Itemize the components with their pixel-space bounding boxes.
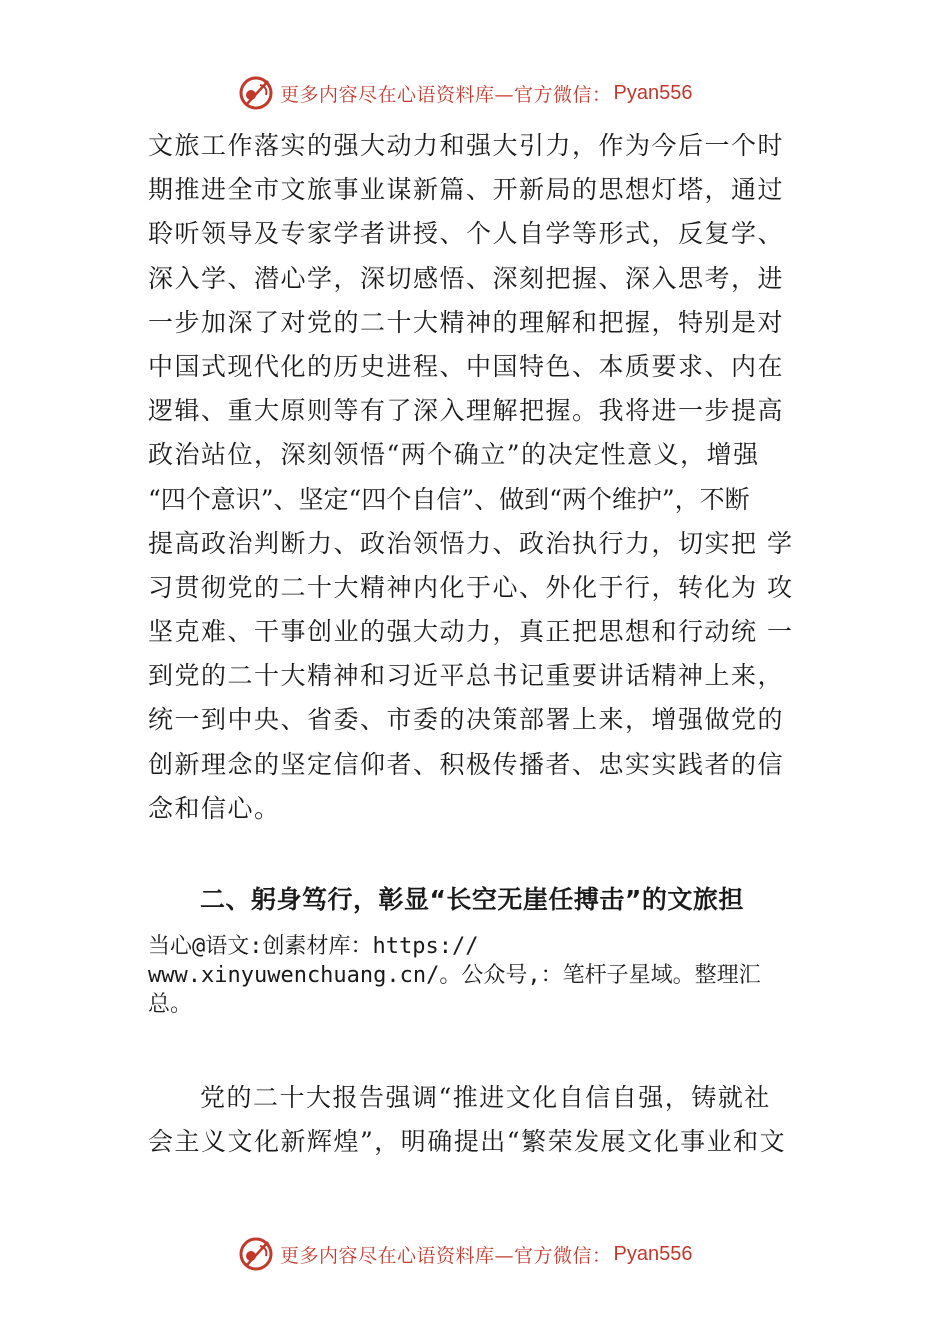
text-line: 中国式现代化的历史进程、中国特色、本质要求、内在: [148, 351, 785, 381]
text-line: 一步加深了对党的二十大精神的理解和把握，特别是对: [148, 307, 785, 337]
text-line: 党的二十大报告强调“推进文化自信自强，铸就社: [200, 1083, 771, 1112]
text-line: 政治站位，深刻领悟“两个确立”的决定性意义，增强: [148, 440, 760, 470]
banner-text: 更多内容尽在心语资料库—官方微信：: [280, 1244, 612, 1267]
text-line: 会主义文化新辉煌”，明确提出“繁荣发展文化事业和文: [148, 1127, 787, 1156]
banner-text: 更多内容尽在心语资料库—官方微信：: [280, 83, 612, 106]
text-line: 逻辑、重大原则等有了深入理解把握。我将进一步提高: [148, 396, 785, 426]
text-line: 统一到中央、省委、市委的决策部署上来，增强做党的: [148, 705, 785, 735]
text-line: “四个意识”、坚定“四个自信”、做到“两个维护”，不断: [148, 484, 750, 514]
source-note-line: www.xinyuwenchuang.cn/。公众号,：笔杆子星域。整理汇: [148, 963, 761, 988]
text-line: 习贯彻党的二十大精神内化于心、外化于行，转化为 攻: [148, 572, 794, 602]
paragraph-2: [148, 1076, 848, 1164]
source-note: [148, 932, 848, 1019]
source-note-line: 当心@语文:创素材库：https://: [148, 934, 479, 959]
text-line: 提高政治判断力、政治领悟力、政治执行力，切实把 学: [148, 528, 794, 558]
banner-wechat-id: Pyan556: [613, 1242, 693, 1265]
text-line: 深入学、潜心学，深切感悟、深刻把握、深入思考，进: [148, 263, 785, 293]
text-line: 到党的二十大精神和习近平总书记重要讲话精神上来，: [148, 661, 785, 691]
text-line: 坚克难、干事创业的强大动力，真正把思想和行动统 一: [148, 617, 794, 647]
quill-logo-icon: [238, 1236, 274, 1272]
footer-watermark-banner: [238, 1234, 758, 1274]
text-line: 期推进全市文旅事业谋新篇、开新局的思想灯塔，通过: [148, 175, 785, 205]
text-line: 念和信心。: [148, 793, 281, 823]
quill-logo-icon: [238, 75, 274, 111]
text-line: 聆听领导及专家学者讲授、个人自学等形式，反复学、: [148, 219, 785, 249]
source-note-line: 总。: [148, 992, 193, 1017]
header-watermark-banner: [238, 73, 758, 113]
text-line: 创新理念的坚定信仰者、积极传播者、忠实实践者的信: [148, 749, 785, 779]
section-heading: 二、躬身笃行，彰显“长空无崖任搏击”的文旅担: [200, 885, 744, 914]
paragraph-1: [148, 124, 848, 831]
text-line: 文旅工作落实的强大动力和强大引力，作为今后一个时: [148, 131, 785, 160]
banner-wechat-id: Pyan556: [613, 81, 693, 104]
